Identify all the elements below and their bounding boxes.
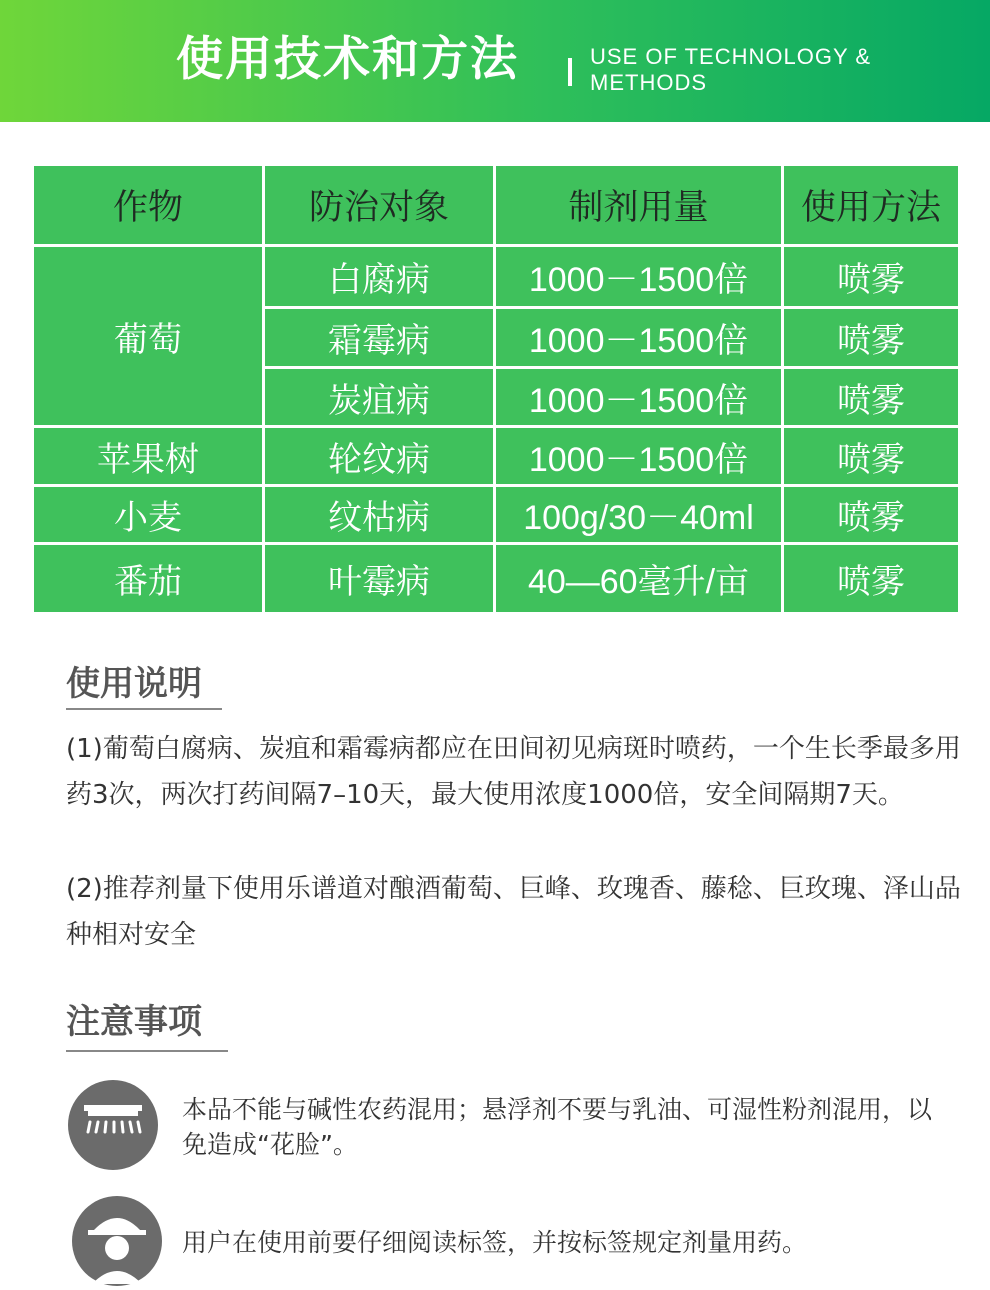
- crop-cell: 小麦: [33, 486, 264, 544]
- dose-cell: 100g/30－40ml: [495, 486, 783, 544]
- precaution-item-1: 本品不能与碱性农药混用；悬浮剂不要与乳油、可湿性粉剂混用，以免造成“花脸”。: [182, 1095, 933, 1159]
- header-method: 使用方法: [783, 165, 960, 246]
- table-row: [33, 544, 960, 614]
- precaution-item-2: 用户在使用前要仔细阅读标签，并按标签规定剂量用药。: [182, 1228, 808, 1257]
- title-divider: [568, 58, 572, 86]
- crop-cell: 葡萄: [33, 246, 264, 427]
- subtitle-line-2: METHODS: [590, 70, 707, 95]
- table-row: [33, 427, 960, 486]
- dose-cell: 40—60毫升/亩: [495, 544, 783, 614]
- subtitle-line-1: USE OF TECHNOLOGY &: [590, 44, 872, 69]
- method-cell: 喷雾: [783, 544, 960, 614]
- usage-table: [31, 163, 961, 615]
- target-cell: 叶霉病: [264, 544, 495, 614]
- instructions-heading: 使用说明: [66, 664, 202, 704]
- target-cell: 炭疽病: [264, 368, 495, 427]
- header-banner: [0, 0, 990, 122]
- header-target: 防治对象: [264, 165, 495, 246]
- table-row: [33, 486, 960, 544]
- header-crop: 作物: [33, 165, 264, 246]
- page-title: 使用技术和方法: [176, 32, 519, 87]
- instructions-underline: [66, 708, 222, 710]
- dose-cell: 1000－1500倍: [495, 246, 783, 308]
- dose-cell: 1000－1500倍: [495, 368, 783, 427]
- method-cell: 喷雾: [783, 308, 960, 368]
- precautions-heading: 注意事项: [66, 1002, 202, 1042]
- method-cell: 喷雾: [783, 246, 960, 308]
- method-cell: 喷雾: [783, 368, 960, 427]
- target-cell: 纹枯病: [264, 486, 495, 544]
- header-dose: 制剂用量: [495, 165, 783, 246]
- table-row: [33, 246, 960, 308]
- method-cell: 喷雾: [783, 486, 960, 544]
- dose-cell: 1000－1500倍: [495, 308, 783, 368]
- protective-gear-icon: [72, 1196, 162, 1286]
- method-cell: 喷雾: [783, 427, 960, 486]
- target-cell: 轮纹病: [264, 427, 495, 486]
- page-subtitle: [590, 44, 871, 96]
- instruction-paragraph-2: (2)推荐剂量下使用乐谱道对酿酒葡萄、巨峰、玫瑰香、藤稔、巨玫瑰、泽山品种相对安全: [66, 874, 961, 950]
- precautions-underline: [66, 1050, 228, 1052]
- target-cell: 白腐病: [264, 246, 495, 308]
- crop-cell: 番茄: [33, 544, 264, 614]
- table-header-row: [33, 165, 960, 246]
- spray-icon: [68, 1080, 158, 1170]
- target-cell: 霜霉病: [264, 308, 495, 368]
- crop-cell: 苹果树: [33, 427, 264, 486]
- instruction-paragraph-1: (1)葡萄白腐病、炭疽和霜霉病都应在田间初见病斑时喷药，一个生长季最多用药3次，两次打药间隔7–10天，最大使用浓度1000倍，安全间隔期7天。: [66, 734, 961, 810]
- dose-cell: 1000－1500倍: [495, 427, 783, 486]
